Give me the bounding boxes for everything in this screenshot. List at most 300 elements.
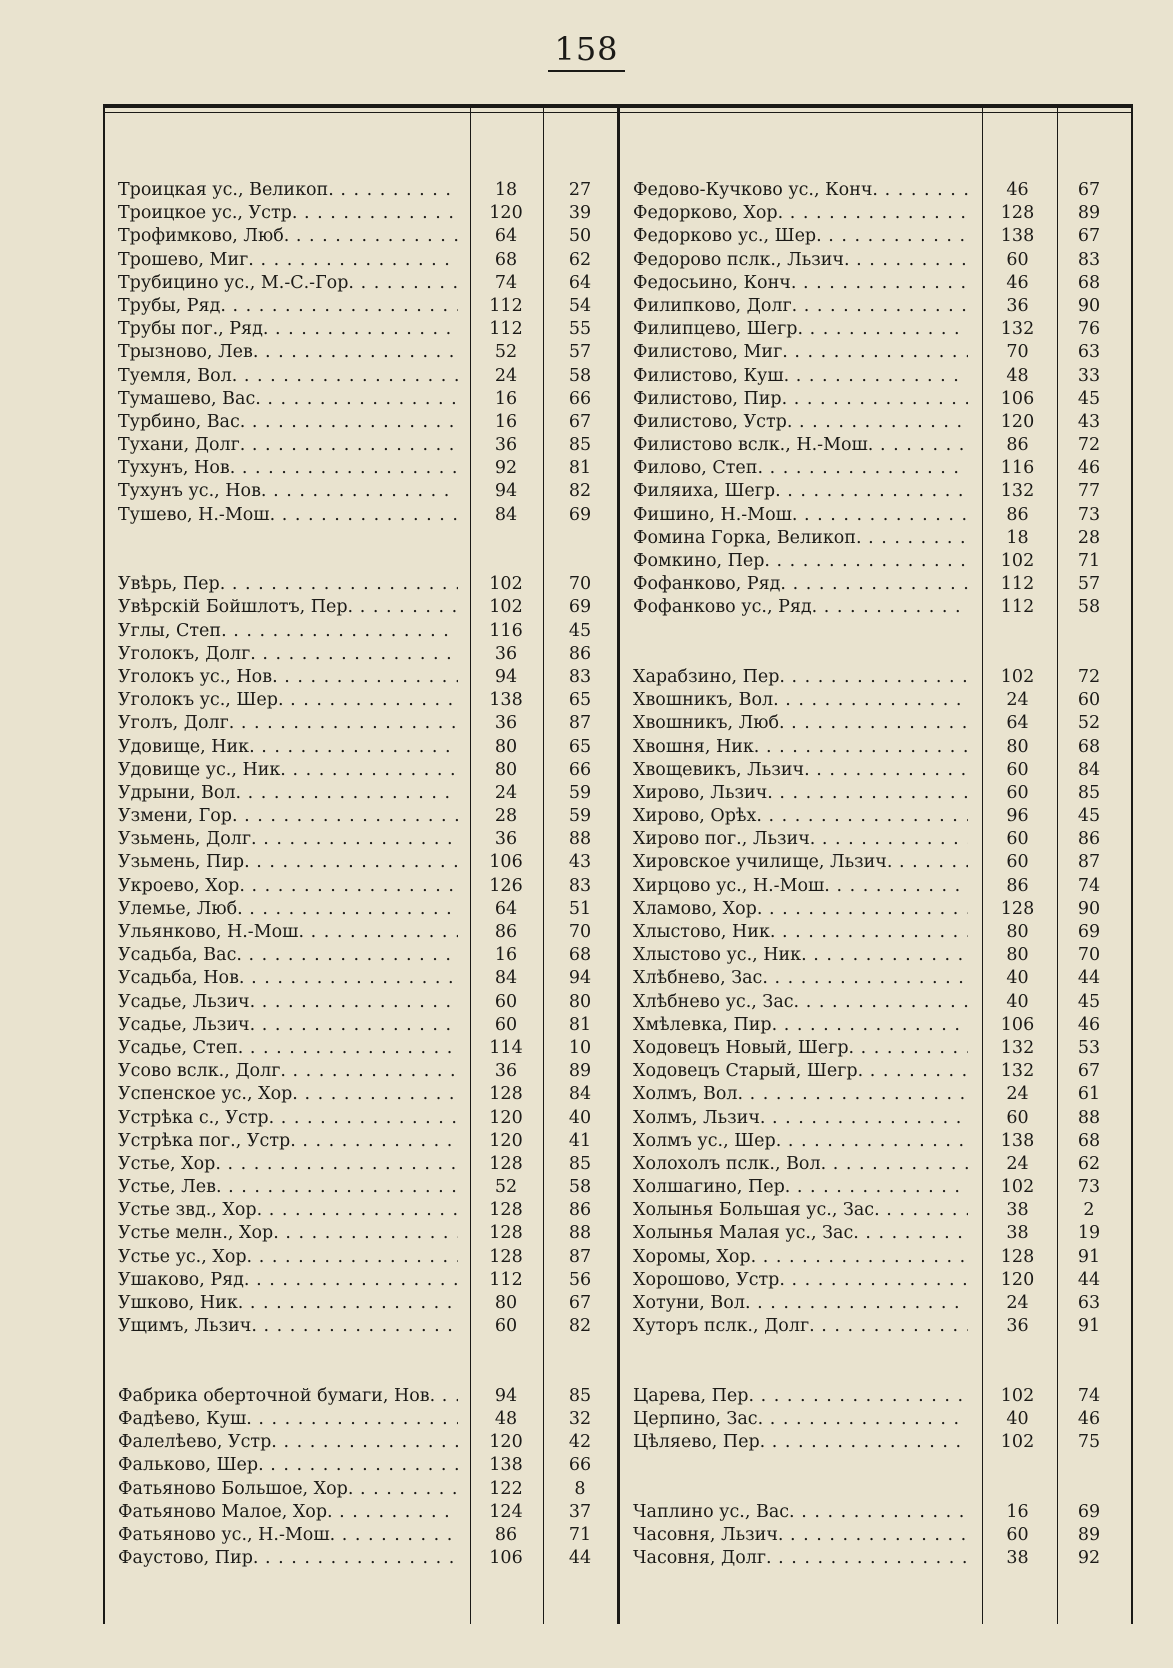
place-index-number: 86 [568, 1200, 592, 1221]
place-name: Тумашево, Вас. . . . [118, 388, 458, 411]
table-row [633, 596, 1123, 619]
table-row [118, 249, 618, 272]
place-name: Хвошникъ, Люб. . . . [633, 712, 968, 735]
map-sheet-number: 112 [1000, 597, 1035, 618]
table-row [633, 1292, 1123, 1315]
place-name: Устье, Хор. . . . [118, 1153, 458, 1176]
place-name: Филипцево, Шегр. . . . [633, 318, 968, 341]
table-row [118, 457, 618, 480]
table-row [118, 480, 618, 503]
map-sheet-number: 38 [1006, 1200, 1029, 1221]
table-row [633, 1524, 1123, 1547]
place-name: Уголъ, Долг. . . . [118, 712, 458, 735]
table-row [633, 504, 1123, 527]
place-name: Холмъ ус., Шер. . . . [633, 1130, 968, 1153]
place-name: Холохолъ пслк., Вол. . . . [633, 1153, 968, 1176]
place-name: Филяиха, Шегр. . . . [633, 480, 968, 503]
map-sheet-number: 60 [1006, 249, 1029, 270]
place-index-number: 86 [568, 643, 592, 664]
table-row [118, 851, 618, 874]
map-sheet-number: 36 [494, 643, 518, 664]
table-row [118, 1199, 618, 1222]
place-index-number: 85 [568, 435, 592, 456]
spacer [633, 643, 1123, 666]
place-index-number: 89 [1077, 1524, 1101, 1545]
table-row [633, 967, 1123, 990]
place-index-number: 68 [568, 945, 592, 966]
map-sheet-number: 60 [1006, 1107, 1029, 1128]
place-index-number: 69 [568, 504, 592, 525]
place-index-number: 74 [1077, 1385, 1101, 1406]
map-sheet-number: 36 [1006, 1316, 1029, 1337]
map-sheet-number: 64 [494, 898, 518, 919]
map-sheet-number: 86 [494, 1524, 518, 1545]
map-sheet-number: 128 [1000, 898, 1035, 919]
place-name: Федосьино, Конч. . . . [633, 272, 968, 295]
table-row [118, 759, 618, 782]
place-index-number: 56 [568, 1269, 592, 1290]
map-sheet-number: 52 [494, 1177, 518, 1198]
place-index-number: 57 [1077, 574, 1101, 595]
table-row [118, 1547, 618, 1570]
place-index-number: 60 [1077, 690, 1101, 711]
map-sheet-number: 106 [1000, 388, 1035, 409]
map-sheet-number: 18 [1006, 527, 1029, 548]
map-sheet-number: 68 [494, 249, 518, 270]
map-sheet-number: 120 [489, 1107, 523, 1128]
table-row [633, 202, 1123, 225]
place-index-number: 69 [568, 597, 592, 618]
table-row [118, 1408, 618, 1431]
table-row [118, 202, 618, 225]
place-index-number: 91 [1077, 1316, 1101, 1337]
place-index-number: 82 [568, 1316, 592, 1337]
place-name: Улемье, Люб. . . . [118, 898, 458, 921]
place-name: Хоромы, Хор. . . . [633, 1246, 968, 1269]
map-sheet-number: 74 [494, 272, 518, 293]
spacer [633, 1362, 1123, 1385]
map-sheet-number: 48 [494, 1408, 518, 1429]
place-index-number: 83 [1077, 249, 1101, 270]
table-row [633, 805, 1123, 828]
place-name: Фишино, Н.-Мош. . . . [633, 504, 968, 527]
table-row [118, 341, 618, 364]
place-name: Фальково, Шер. . . . [118, 1454, 458, 1477]
table-row [118, 225, 618, 248]
map-sheet-number: 36 [1006, 295, 1029, 316]
place-index-number: 46 [1077, 1014, 1101, 1035]
place-name: Филистово, Куш. . . . [633, 365, 968, 388]
table-row [118, 1524, 618, 1547]
place-name: Часовня, Льзич. . . . [633, 1524, 968, 1547]
place-name: Федорово пслк., Льзич. . . . [633, 249, 968, 272]
place-index-number: 52 [1077, 713, 1101, 734]
right-column [633, 179, 1123, 1570]
place-index-number: 55 [568, 319, 592, 340]
table-row [118, 596, 618, 619]
place-name: Хирово, Орѣх. . . . [633, 805, 968, 828]
place-index-number: 50 [568, 226, 592, 247]
place-name: Узмени, Гор. . . . [118, 805, 458, 828]
place-name: Хорошово, Устр. . . . [633, 1269, 968, 1292]
place-name: Ущимъ, Льзич. . . . [118, 1315, 458, 1338]
map-sheet-number: 46 [1006, 180, 1029, 200]
place-index-number: 85 [1077, 782, 1101, 803]
place-index-number: 44 [568, 1548, 592, 1569]
map-sheet-number: 132 [1000, 1037, 1035, 1058]
table-row [118, 1130, 618, 1153]
place-name: Хлыстово ус., Ник. . . . [633, 944, 968, 967]
place-index-number: 28 [1077, 527, 1101, 548]
map-sheet-number: 112 [489, 319, 523, 340]
place-index-number: 66 [568, 388, 592, 409]
place-name: Холынья Малая ус., Зас. . . . [633, 1222, 968, 1245]
table-row [118, 411, 618, 434]
place-index-number: 44 [1077, 968, 1101, 989]
place-index-number: 65 [568, 736, 592, 757]
place-index-number: 10 [568, 1037, 592, 1058]
place-name: Усадье, Льзич. . . . [118, 991, 458, 1014]
table-row [633, 1246, 1123, 1269]
left-column [118, 179, 618, 1570]
place-name: Хотуни, Вол. . . . [633, 1292, 968, 1315]
place-index-number: 68 [1077, 1130, 1101, 1151]
place-index-number: 39 [568, 203, 592, 224]
map-sheet-number: 128 [489, 1223, 523, 1244]
map-sheet-number: 112 [489, 295, 523, 316]
place-index-number: 61 [1077, 1084, 1101, 1105]
table-row [633, 295, 1123, 318]
place-index-number: 73 [1077, 1177, 1101, 1198]
map-sheet-number: 86 [1006, 875, 1029, 896]
table-row [118, 365, 618, 388]
map-sheet-number: 24 [1006, 1293, 1029, 1313]
map-sheet-number: 16 [494, 411, 518, 432]
place-name: Трызново, Лев. . . . [118, 341, 458, 364]
table-row [633, 666, 1123, 689]
place-index-number: 76 [1077, 319, 1101, 340]
table-row [633, 318, 1123, 341]
table-row [633, 1385, 1123, 1408]
place-index-number: 58 [568, 365, 592, 386]
table-row [633, 341, 1123, 364]
place-name: Харабзино, Пер. . . . [633, 666, 968, 689]
place-name: Хлѣбнево, Зас. . . . [633, 967, 968, 990]
place-index-number: 37 [568, 1501, 592, 1522]
table-row [633, 1408, 1123, 1431]
place-index-number: 90 [1077, 898, 1101, 919]
table-row [633, 921, 1123, 944]
place-index-number: 87 [568, 713, 592, 734]
spacer [118, 1362, 618, 1385]
place-index-number: 71 [1077, 551, 1101, 571]
table-row [633, 1431, 1123, 1454]
place-index-number: 59 [568, 782, 592, 803]
table-row [118, 967, 618, 990]
map-sheet-number: 138 [1000, 1130, 1035, 1151]
place-index-number: 43 [568, 852, 592, 873]
place-name: Федорково, Хор. . . . [633, 202, 968, 225]
table-row [633, 1037, 1123, 1060]
table-row [633, 1107, 1123, 1130]
map-sheet-number: 116 [1000, 458, 1035, 479]
map-sheet-number: 120 [1000, 411, 1035, 432]
map-sheet-number: 60 [1006, 1524, 1029, 1545]
table-row [118, 388, 618, 411]
map-sheet-number: 128 [489, 1153, 523, 1174]
spacer [633, 1478, 1123, 1501]
table-row [633, 1014, 1123, 1037]
table-row [118, 1431, 618, 1454]
place-name: Уголокъ ус., Нов. . . . [118, 666, 458, 689]
map-sheet-number: 94 [494, 666, 518, 687]
table-row [633, 851, 1123, 874]
place-index-number: 19 [1077, 1223, 1101, 1244]
place-index-number: 42 [568, 1432, 592, 1453]
place-index-number: 67 [568, 411, 592, 432]
map-sheet-number: 106 [1000, 1014, 1035, 1035]
place-name: Троицкая ус., Великоп. . . . [118, 179, 458, 202]
place-index-number: 44 [1077, 1269, 1101, 1290]
table-row [118, 1107, 618, 1130]
place-index-number: 68 [1077, 272, 1101, 293]
table-row [633, 944, 1123, 967]
place-name: Тушево, Н.-Мош. . . . [118, 504, 458, 527]
table-row [633, 480, 1123, 503]
place-name: Хвошникъ, Вол. . . . [633, 689, 968, 712]
place-index-number: 72 [1077, 666, 1101, 687]
page-number: 158 [0, 30, 1173, 68]
place-name: Фадѣево, Куш. . . . [118, 1408, 458, 1431]
map-sheet-number: 24 [494, 782, 518, 803]
map-sheet-number: 46 [1006, 272, 1029, 293]
place-name: Трубицино ус., М.-С.-Гор. . . . [118, 272, 458, 295]
map-sheet-number: 80 [1006, 736, 1029, 757]
place-name: Филистово, Миг. . . . [633, 341, 968, 364]
place-name: Тухунъ, Нов. . . . [118, 457, 458, 480]
place-index-number: 70 [568, 574, 592, 595]
place-index-number: 88 [568, 1223, 592, 1244]
table-row [118, 666, 618, 689]
map-sheet-number: 36 [494, 435, 518, 456]
place-index-number: 59 [568, 806, 592, 827]
place-name: Удрыни, Вол. . . . [118, 782, 458, 805]
table-row [633, 1547, 1123, 1570]
map-sheet-number: 86 [494, 922, 518, 942]
table-row [633, 1315, 1123, 1338]
map-sheet-number: 138 [1000, 226, 1035, 247]
table-row [633, 249, 1123, 272]
map-sheet-number: 24 [1006, 1084, 1029, 1105]
map-sheet-number: 70 [1006, 342, 1029, 363]
table-row [633, 225, 1123, 248]
place-name: Уголокъ, Долг. . . . [118, 643, 458, 666]
map-sheet-number: 60 [1006, 759, 1029, 780]
place-name: Фатьяново ус., Н.-Мош. . . . [118, 1524, 458, 1547]
map-sheet-number: 114 [489, 1037, 523, 1058]
place-index-number: 57 [568, 342, 592, 363]
place-index-number: 71 [568, 1524, 592, 1545]
table-row [118, 828, 618, 851]
place-name: Филистово вслк., Н.-Мош. . . . [633, 434, 968, 457]
place-index-number: 33 [1077, 365, 1101, 386]
map-sheet-number: 60 [494, 1014, 518, 1035]
place-name: Цѣляево, Пер. . . . [633, 1431, 968, 1454]
table-row [633, 179, 1123, 202]
map-sheet-number: 94 [494, 1385, 518, 1406]
place-name: Усадье, Степ. . . . [118, 1037, 458, 1060]
place-name: Чаплино ус., Вас. . . . [633, 1501, 968, 1524]
table-row [633, 388, 1123, 411]
place-name: Ушково, Ник. . . . [118, 1292, 458, 1315]
map-sheet-number: 24 [1006, 1153, 1029, 1174]
table-row [633, 527, 1123, 550]
map-sheet-number: 132 [1000, 319, 1035, 340]
place-index-number: 67 [1077, 180, 1101, 200]
map-sheet-number: 80 [494, 736, 518, 757]
table-row [633, 1083, 1123, 1106]
map-sheet-number: 52 [494, 342, 518, 363]
table-row [633, 1269, 1123, 1292]
place-index-number: 58 [568, 1177, 592, 1198]
table-row [118, 1246, 618, 1269]
map-sheet-number: 106 [489, 852, 523, 873]
map-sheet-number: 60 [1006, 782, 1029, 803]
table-row [118, 643, 618, 666]
map-sheet-number: 36 [494, 829, 518, 850]
map-sheet-number: 122 [489, 1478, 523, 1499]
table-row [633, 573, 1123, 596]
place-name: Уголокъ ус., Шер. . . . [118, 689, 458, 712]
spacer [633, 1338, 1123, 1361]
table-row [633, 759, 1123, 782]
place-name: Ходовецъ Старый, Шегр. . . . [633, 1060, 968, 1083]
table-row [633, 736, 1123, 759]
map-sheet-number: 120 [489, 1130, 523, 1151]
place-name: Устье, Лев. . . . [118, 1176, 458, 1199]
place-index-number: 83 [568, 666, 592, 687]
place-index-number: 65 [568, 690, 592, 711]
place-index-number: 40 [568, 1107, 592, 1128]
place-name: Фомкино, Пер. . . . [633, 550, 968, 573]
place-index-number: 67 [568, 1293, 592, 1313]
map-sheet-number: 102 [1000, 1177, 1035, 1198]
place-name: Устрѣка пог., Устр. . . . [118, 1130, 458, 1153]
table-row [118, 272, 618, 295]
map-sheet-number: 116 [489, 620, 523, 641]
place-index-number: 85 [568, 1385, 592, 1406]
map-sheet-number: 36 [494, 713, 518, 734]
place-name: Троицкое ус., Устр. . . . [118, 202, 458, 225]
place-name: Ушаково, Ряд. . . . [118, 1269, 458, 1292]
place-index-number: 77 [1077, 481, 1101, 502]
place-index-number: 66 [568, 759, 592, 780]
map-sheet-number: 80 [1006, 945, 1029, 966]
table-row [118, 1292, 618, 1315]
map-sheet-number: 48 [1006, 365, 1029, 386]
map-sheet-number: 96 [1006, 806, 1029, 827]
place-index-number: 91 [1077, 1246, 1101, 1267]
place-index-number: 75 [1077, 1432, 1101, 1453]
place-name: Тухунъ ус., Нов. . . . [118, 480, 458, 503]
place-index-number: 51 [568, 898, 592, 919]
place-index-number: 45 [1077, 991, 1101, 1012]
place-name: Устрѣка с., Устр. . . . [118, 1107, 458, 1130]
place-index-number: 94 [568, 968, 592, 989]
place-name: Хирово пог., Льзич. . . . [633, 828, 968, 851]
place-name: Фофанково, Ряд. . . . [633, 573, 968, 596]
place-name: Хвощевикъ, Льзич. . . . [633, 759, 968, 782]
place-name: Холмъ, Вол. . . . [633, 1083, 968, 1106]
map-sheet-number: 102 [1000, 666, 1035, 687]
map-sheet-number: 16 [494, 945, 518, 966]
table-row [118, 944, 618, 967]
table-row [633, 272, 1123, 295]
table-row [633, 875, 1123, 898]
map-sheet-number: 102 [489, 574, 523, 595]
map-sheet-number: 18 [494, 180, 518, 200]
place-name: Тухани, Долг. . . . [118, 434, 458, 457]
place-index-number: 2 [1083, 1200, 1095, 1221]
place-index-number: 84 [568, 1084, 592, 1105]
map-sheet-number: 128 [1000, 203, 1035, 224]
place-name: Ходовецъ Новый, Шегр. . . . [633, 1037, 968, 1060]
map-sheet-number: 132 [1000, 481, 1035, 502]
table-row [118, 736, 618, 759]
table-row [118, 1083, 618, 1106]
table-row [118, 573, 618, 596]
map-sheet-number: 60 [1006, 829, 1029, 850]
table-row [118, 1315, 618, 1338]
table-row [633, 365, 1123, 388]
place-name: Холынья Большая ус., Зас. . . . [633, 1199, 968, 1222]
place-index-number: 89 [568, 1061, 592, 1082]
map-sheet-number: 84 [494, 968, 518, 989]
place-name: Филистово, Пир. . . . [633, 388, 968, 411]
place-index-number: 54 [568, 295, 592, 316]
place-name: Туемля, Вол. . . . [118, 365, 458, 388]
map-sheet-number: 138 [489, 1455, 523, 1476]
table-row [118, 1222, 618, 1245]
place-name: Хламово, Хор. . . . [633, 898, 968, 921]
map-sheet-number: 92 [494, 458, 518, 479]
map-sheet-number: 80 [494, 759, 518, 780]
table-row [118, 179, 618, 202]
place-name: Хирцово ус., Н.-Мош. . . . [633, 875, 968, 898]
map-sheet-number: 16 [494, 388, 518, 409]
place-index-number: 63 [1077, 342, 1101, 363]
place-index-number: 8 [574, 1478, 586, 1499]
place-index-number: 87 [1077, 852, 1101, 873]
table-row [633, 434, 1123, 457]
place-index-number: 85 [568, 1153, 592, 1174]
place-name: Трошево, Миг. . . . [118, 249, 458, 272]
map-sheet-number: 64 [494, 226, 518, 247]
place-name: Федово-Кучково ус., Конч. . . . [633, 179, 968, 202]
map-sheet-number: 38 [1006, 1223, 1029, 1244]
place-name: Холшагино, Пер. . . . [633, 1176, 968, 1199]
place-name: Хмѣлевка, Пир. . . . [633, 1014, 968, 1037]
map-sheet-number: 40 [1006, 991, 1029, 1012]
table-row [118, 1060, 618, 1083]
place-name: Церпино, Зас. . . . [633, 1408, 968, 1431]
place-name: Усово вслк., Долг. . . . [118, 1060, 458, 1083]
place-name: Ульянково, Н.-Мош. . . . [118, 921, 458, 944]
place-name: Хвошня, Ник. . . . [633, 736, 968, 759]
place-name: Увѣрь, Пер. . . . [118, 573, 458, 596]
table-row [118, 1478, 618, 1501]
map-sheet-number: 24 [494, 365, 518, 386]
